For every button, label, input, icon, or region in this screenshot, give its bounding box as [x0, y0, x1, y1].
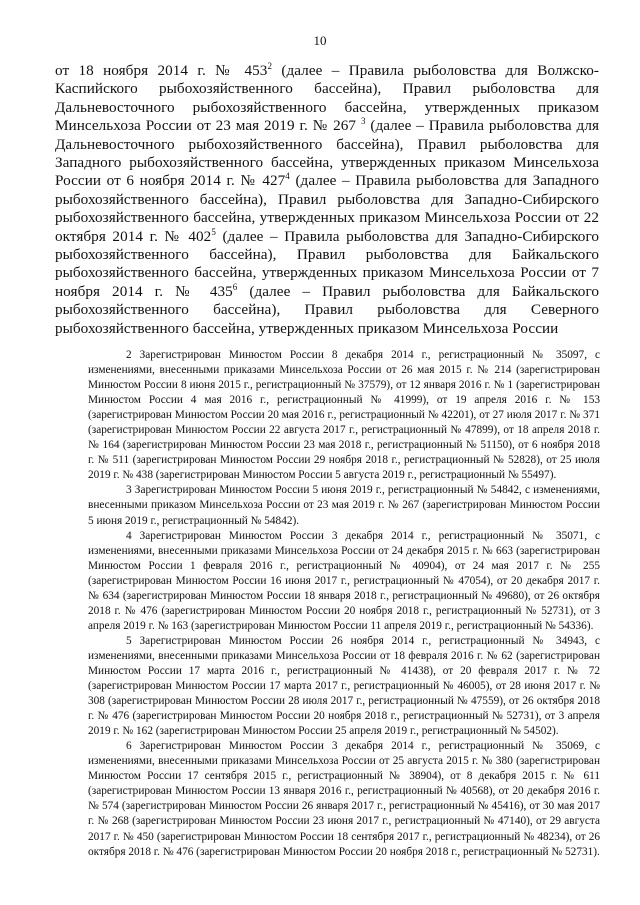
footnote-number: 6 — [126, 740, 132, 753]
footnote-ref[interactable]: 5 — [211, 226, 216, 237]
footnote-text: Зарегистрирован Минюстом России 5 июня 2019 г., регистрационный № 54842, с изменениями, внесенными приказом Минсельхоза России от 23 мая 2019 г. № 267 (зарегистрирован Минюстом России 5 июня 2019 г., регистрационный № 54842). — [88, 484, 600, 527]
footnote-number: 5 — [126, 634, 132, 647]
main-text-part: (далее – Правил рыболовства для Байкальского рыбохозяйственного бассейна), Правил рыболовства для Северного рыбохозяйственного бассейна, утвержденных приказом Минсельхоза России — [55, 282, 599, 337]
footnote — [88, 739, 600, 859]
footnote-text: Зарегистрирован Минюстом России 26 ноября 2014 г., регистрационный № 34943, с изменениями, внесенными приказами Минсельхоза России от 18 февраля 2016 г. № 62 (зарегистрирован Минюстом России 17 марта 2016 г., регистрационный № 41438), от 20 февраля 2017 г. № 72 (зарегистрирован Минюстом России 17 марта 2017 г., регистрационный № 46005), от 28 июня 2017 г. № 308 (зарегистрирован Минюстом России 28 июля 2017 г., регистрационный № 47559), от 26 октября 2018 г. № 476 (зарегистрирован Минюстом России 20 ноября 2018 г., регистрационный № 52731), от 3 апреля 2019 г. № 162 (зарегистрирован Минюстом России 25 апреля 2019 г., регистрационный № 54502). — [88, 634, 600, 738]
footnote-number: 3 — [126, 484, 132, 497]
footnote-number: 2 — [126, 349, 132, 361]
main-text-part: (далее – Правила рыболовства для Волжско-Каспийского рыбохозяйственного бассейна), Правил рыболовства для Дальневосточного рыбохозяйственного бассейна, утвержденных приказом Минсельхоза России от 23 мая 2019 г. № 267 — [55, 62, 599, 135]
footnote — [88, 634, 600, 739]
footnote-ref[interactable]: 4 — [285, 171, 290, 182]
main-text-part: (далее – Правила рыболовства для Западного рыбохозяйственного бассейна), Правил рыболовства для Западно-Сибирского рыбохозяйственного бассейна, утвержденных приказом Минсельхоза России от 22 октября 2014 г. № 402 — [55, 172, 599, 245]
main-text-part: (далее – Правила рыболовства для Дальневосточного рыбохозяйственного бассейна), Правил рыболовства для Западного рыбохозяйственного бассейна, утвержденных приказом Минсельхоза России от 6 ноября 2014 г. № 427 — [55, 117, 599, 190]
main-text-part: (далее – Правила рыболовства для Западно-Сибирского рыбохозяйственного бассейна), Правил рыболовства для Байкальского рыбохозяйственного бассейна, утвержденных приказом Минсельхоза России от 7 ноября 2014 г. № 435 — [55, 227, 599, 300]
footnote-ref[interactable]: 3 — [360, 116, 366, 127]
footnote-ref[interactable]: 6 — [232, 281, 238, 292]
footnote-text: Зарегистрирован Минюстом России 8 декабря 2014 г., регистрационный № 35097, с изменениями, внесенными приказами Минсельхоза России от 26 мая 2015 г. № 214 (зарегистрирован Минюстом России 8 июня 2015 г., регистрационный № 37579), от 12 января 2016 г. № 1 (зарегистрирован Минюстом России 4 мая 2016 г., регистрационный № 41999), от 19 апреля 2016 г. № 153 (зарегистрирован Минюстом России 20 мая 2016 г., регистрационный № 42201), от 27 июля 2017 г. № 371 (зарегистрирован Минюстом России 22 августа 2017 г., регистрационный № 47899), от 18 апреля 2018 г. № 164 (зарегистрирован Минюстом России 23 мая 2018 г., регистрационный № 51150), от 6 ноября 2018 г. № 511 (зарегистрирован Минюстом России 29 ноября 2018 г., регистрационный № 52828), от 25 июля 2019 г. № 438 (зарегистрирован Минюстом России 5 августа 2019 г., регистрационный № 55497). — [88, 349, 601, 482]
footnotes — [88, 348, 600, 860]
footnote — [88, 529, 600, 634]
footnote-text: Зарегистрирован Минюстом России 3 декабря 2014 г., регистрационный № 35071, с изменениями, внесенными приказами Минсельхоза России от 24 декабря 2015 г. № 663 (зарегистрирован Минюстом России 1 февраля 2016 г., регистрационный № 40904), от 24 мая 2017 г. № 255 (зарегистрирован Минюстом России 16 июня 2017 г., регистрационный № 47054), от 20 декабря 2017 г. № 634 (зарегистрирован Минюстом России 18 января 2018 г., регистрационный № 49680), от 26 октября 2018 г. № 476 (зарегистрирован Минюстом России 20 ноября 2018 г., регистрационный № 52731), от 3 апреля 2019 г. № 163 (зарегистрирован Минюстом России 11 апреля 2019 г., регистрационный № 54336). — [88, 529, 601, 632]
footnote — [88, 483, 600, 528]
page-number: 10 — [313, 33, 327, 48]
main-paragraph — [55, 62, 599, 338]
footnote-text: Зарегистрирован Минюстом России 3 декабря 2014 г., регистрационный № 35069, с изменениями, внесенными приказами Минсельхоза России от 25 августа 2015 г. № 380 (зарегистрирован Минюстом России 17 сентября 2015 г., регистрационный № 38904), от 8 декабря 2015 г. № 611 (зарегистрирован Минюстом России 13 января 2016 г., регистрационный № 40568), от 20 декабря 2016 г. № 574 (зарегистрирован Минюстом России 26 января 2017 г., регистрационный № 45416), от 30 мая 2017 г. № 268 (зарегистрирован Минюстом России 23 июня 2017 г., регистрационный № 47140), от 29 августа 2017 г. № 450 (зарегистрирован Минюстом России 18 сентября 2017 г., регистрационный № 48234), от 26 октября 2018 г. № 476 (зарегистрирован Минюстом России 20 ноября 2018 г., регистрационный № 52731). — [88, 740, 601, 858]
footnote-number: 4 — [126, 529, 132, 542]
main-text-part: от 18 ноября 2014 г. № 453 — [55, 62, 268, 79]
footnote-ref[interactable]: 2 — [267, 61, 273, 71]
footnote — [88, 348, 600, 483]
